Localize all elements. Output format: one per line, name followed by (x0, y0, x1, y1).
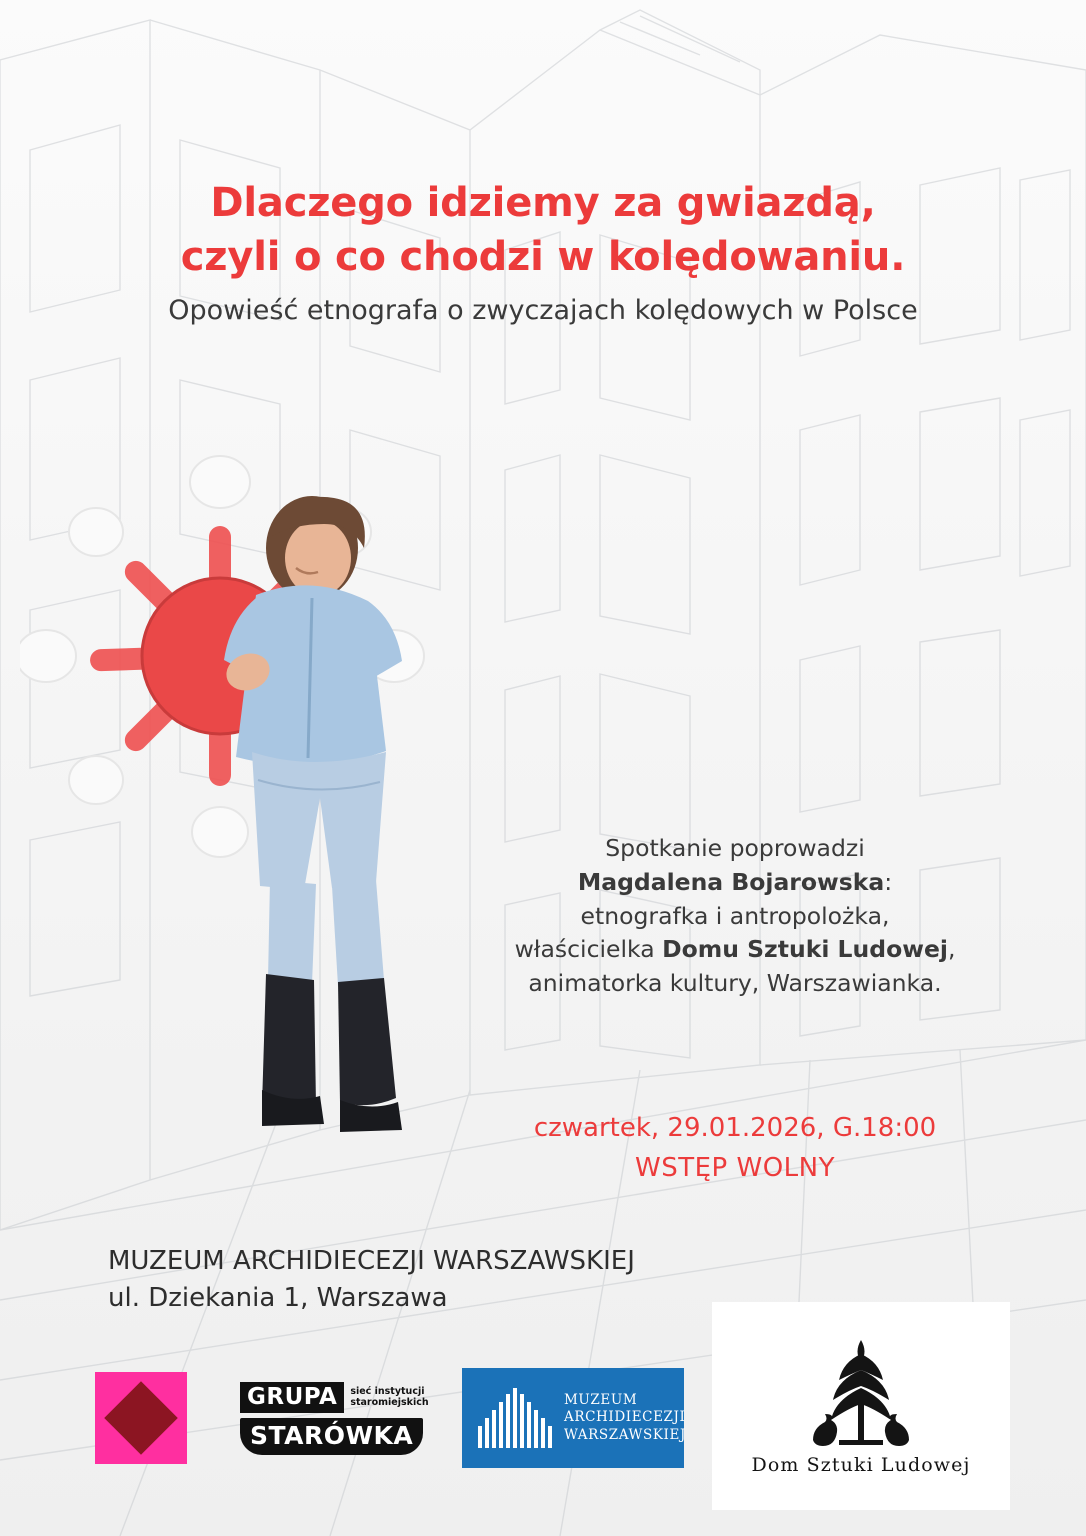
free-entry-label: WSTĘP WOLNY (635, 1153, 835, 1184)
museum-logo-line1: MUZEUM (564, 1391, 638, 1408)
starowka-tagline (350, 1387, 428, 1409)
logo-muzeum-archidiecezji (462, 1368, 684, 1468)
speaker-name: Magdalena Bojarowska (577, 867, 885, 896)
venue-block (108, 1243, 635, 1317)
poster-subtitle: Opowieść etnografa o zwyczajach kolędowych w Polsce (168, 295, 918, 326)
speaker-role-3: animatorka kultury, Warszawianka. (528, 969, 942, 998)
speaker-info (430, 832, 1040, 1001)
starowka-tagline-line2: staromiejskich (350, 1396, 429, 1408)
poster-title-line-1: Dlaczego idziemy za gwiazdą, (210, 180, 876, 226)
speaker-name-suffix: : (884, 867, 893, 896)
speaker-role-2 (430, 933, 1040, 967)
dom-sztuki-ludowej-label: Dom Sztuki Ludowej (751, 1454, 971, 1476)
speaker-name-line (430, 866, 1040, 900)
starowka-tagline-line1: sieć instytucji (350, 1385, 425, 1397)
venue-address: ul. Dziekania 1, Warszawa (108, 1282, 448, 1313)
logo-dom-sztuki-ludowej (712, 1302, 1010, 1510)
museum-logo-line2: ARCHIDIECEZJI (564, 1409, 686, 1426)
diamond-shape-icon (104, 1381, 178, 1455)
starowka-grupa-label: GRUPA (240, 1382, 344, 1413)
logo-grupa-starowka (240, 1382, 429, 1458)
speaker-organisation: Domu Sztuki Ludowej (662, 935, 948, 964)
woman-star-illustration (20, 440, 540, 1140)
museum-logo-line3: WARSZAWSKIEJ (564, 1426, 686, 1443)
museum-logo-text (564, 1392, 686, 1445)
logo-pink-diamond-icon (95, 1372, 187, 1464)
speaker-role-1: etnografka i antropolożka, (580, 901, 890, 930)
venue-name: MUZEUM ARCHIDIECEZJI WARSZAWSKIEJ (108, 1246, 635, 1276)
photo-woman-with-star (20, 440, 540, 1140)
starowka-bottom-label: STARÓWKA (240, 1418, 423, 1455)
starowka-top-row (240, 1382, 429, 1413)
speaker-role-2-suffix: , (947, 935, 956, 964)
headline-block (0, 176, 1086, 330)
speaker-role-2-prefix: właścicielka (514, 935, 663, 964)
event-date-block (430, 1108, 1040, 1189)
event-datetime: czwartek, 29.01.2026, G.18:00 (533, 1113, 937, 1143)
museum-bars-icon (478, 1388, 552, 1448)
logo-strip (0, 1360, 1086, 1510)
folk-tree-birds-icon (801, 1336, 921, 1448)
speaker-intro: Spotkanie poprowadzi (605, 834, 865, 862)
poster-title-line-2: czyli o co chodzi w kolędowaniu. (180, 234, 906, 280)
